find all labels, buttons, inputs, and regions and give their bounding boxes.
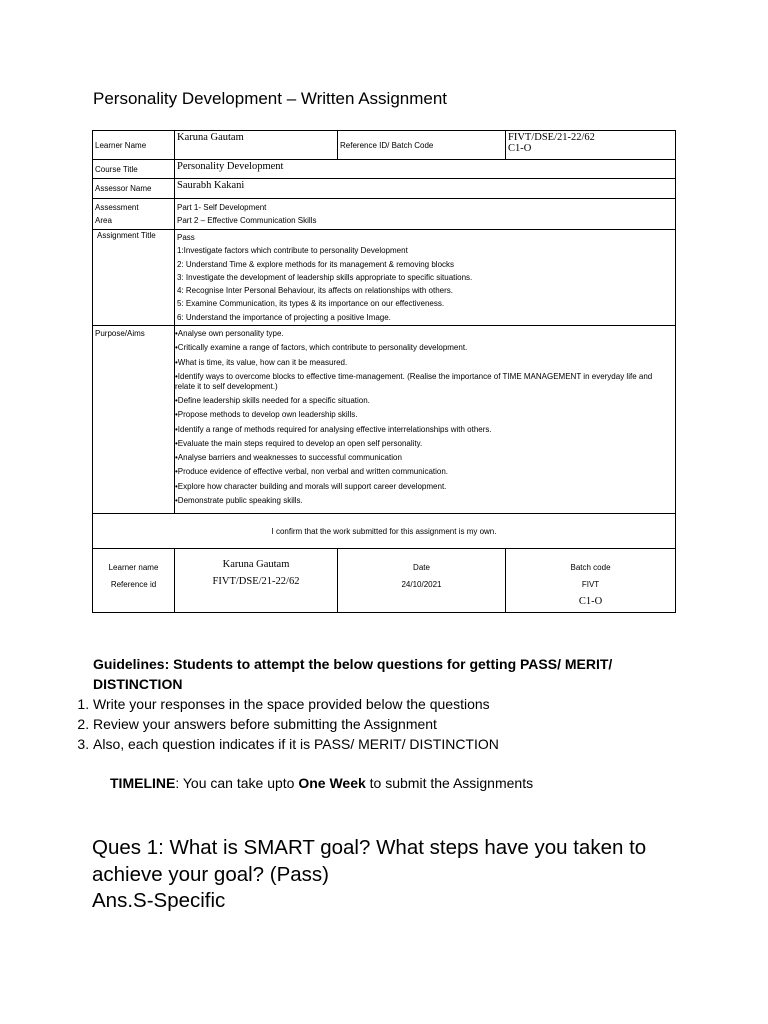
assignment-title-label: Assignment Title — [93, 230, 175, 326]
reference-value — [506, 131, 676, 160]
answer-text: Ans.S-Specific — [92, 889, 226, 912]
assessment-area-part1: Part 1- Self Development — [177, 202, 267, 212]
sign-learner-name-label: Learner name — [108, 563, 159, 573]
assignment-title-item: 5: Examine Communication, its types & its importance on our effectiveness. — [177, 299, 445, 309]
purpose-item: •Produce evidence of effective verbal, non verbal and written communication. — [175, 467, 449, 477]
assessor-name-value: Saurabh Kakani — [175, 179, 676, 199]
purpose-item: •Explore how character building and morals will support career development. — [175, 481, 447, 491]
course-title-value: Personality Development — [175, 160, 676, 179]
assignment-cover-table — [92, 130, 676, 613]
assignment-title-item: 6: Understand the importance of projecting a positive Image. — [177, 312, 391, 322]
page-title: Personality Development – Written Assignment — [93, 89, 448, 108]
assessment-area-part2: Part 2 – Effective Communication Skills — [177, 216, 317, 225]
date-value: 24/10/2021 — [401, 580, 442, 590]
guideline-item: 3. Also, each question indicates if it is PASS/ MERIT/ DISTINCTION — [93, 734, 687, 754]
assignment-title-item: Pass — [177, 233, 195, 242]
learner-name-label: Learner Name — [93, 131, 175, 160]
purpose-item: •Analyse barriers and weaknesses to successful communication — [175, 453, 402, 463]
sign-reference-label: Reference id — [110, 580, 157, 590]
sign-labels — [93, 549, 175, 613]
assessment-area-label-line2: Area — [95, 216, 112, 225]
timeline-text-after: to submit the Assignments — [365, 775, 534, 791]
timeline-text-before: : You can take upto — [175, 775, 299, 791]
batch-code-line2: C1-O — [578, 596, 603, 608]
guidelines-heading: Guidelines: Students to attempt the below questions for getting PASS/ MERIT/ DISTINCTION — [93, 656, 613, 692]
sign-values — [175, 549, 338, 613]
purpose-item: •Analyse own personality type. — [175, 329, 284, 339]
purpose-item: •What is time, its value, how can it be measured. — [175, 357, 348, 367]
purpose-item: •Critically examine a range of factors, which contribute to personality development. — [175, 343, 468, 353]
date-label: Date — [413, 563, 430, 573]
guidelines — [77, 654, 687, 754]
assignment-title-item: 1:Investigate factors which contribute to personality Development — [177, 246, 408, 256]
guidelines-list — [77, 694, 687, 754]
question-text: Ques 1: What is SMART goal? What steps have you taken to achieve your goal? (Pass) — [92, 836, 647, 886]
guideline-item: 2. Review your answers before submitting the Assignment — [93, 714, 687, 734]
assignment-title-item: 2: Understand Time & explore methods for its management & removing blocks — [177, 259, 455, 269]
timeline-bold: One Week — [298, 775, 366, 791]
batch-code-line1: FIVT — [581, 580, 600, 590]
purpose-item: •Demonstrate public speaking skills. — [175, 496, 303, 506]
purpose-item: •Propose methods to develop own leadership skills. — [175, 410, 358, 420]
assignment-title-item: 4: Recognise Inter Personal Behaviour, its affects on relationships with others. — [177, 286, 454, 296]
confirmation-statement: I confirm that the work submitted for this assignment is my own. — [93, 514, 676, 549]
sign-learner-name-value: Karuna Gautam — [222, 559, 290, 571]
assessment-area-label-line1: Assessment — [95, 203, 139, 212]
purpose-list — [175, 326, 676, 514]
guideline-item: 1. Write your responses in the space provided below the questions — [93, 694, 687, 714]
batch-code-cell — [506, 549, 676, 613]
purpose-item: •Define leadership skills needed for a specific situation. — [175, 395, 370, 405]
purpose-item: •Identify a range of methods required for analysing effective interrelationships with others. — [175, 424, 492, 434]
purpose-item: •Evaluate the main steps required to develop an open self personality. — [175, 438, 423, 448]
learner-name-value: Karuna Gautam — [175, 131, 338, 160]
assessment-area-label — [93, 199, 175, 230]
timeline-label: TIMELINE — [110, 775, 176, 791]
reference-value-line1: FIVT/DSE/21-22/62 — [508, 132, 595, 143]
purpose-item: •Identify ways to overcome blocks to effective time-management. (Realise the importance of TIME MANAGEMENT in everyday life and relate it to self development.) — [175, 371, 653, 391]
assignment-title-list — [175, 230, 676, 326]
sign-reference-value: FIVT/DSE/21-22/62 — [212, 576, 300, 588]
assessor-name-label: Assessor Name — [93, 179, 175, 199]
reference-label: Reference ID/ Batch Code — [338, 131, 506, 160]
question-block — [92, 835, 692, 915]
batch-code-label: Batch code — [570, 563, 611, 573]
date-cell — [338, 549, 506, 613]
assignment-title-item: 3: Investigate the development of leadership skills appropriate to specific situations. — [177, 272, 473, 282]
purpose-label: Purpose/Aims — [93, 326, 175, 514]
course-title-label: Course Title — [93, 160, 175, 179]
timeline-note — [110, 775, 533, 791]
assessment-area-value — [175, 199, 676, 230]
reference-value-line2: C1-O — [508, 143, 532, 154]
